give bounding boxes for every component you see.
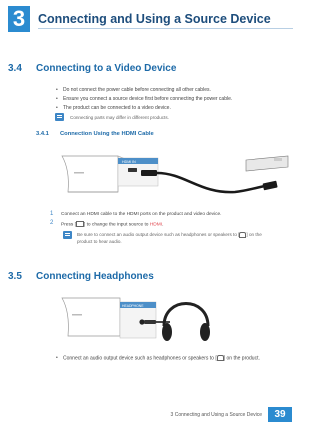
bullet-item: • Ensure you connect a source device first before connecting the power cable. [63,96,232,102]
note-text: Be sure to connect an audio output device such as headphones or speakers to [ ] on the product to hear audio. [77,232,262,244]
subsection-number: 3.4.1 [36,131,49,137]
page-number: 39 [268,407,292,422]
source-button-icon [76,221,84,227]
chapter-number: 3 [8,6,30,32]
hdmi-port-icon [128,168,137,172]
step-text: Press [ ] to change the input source to HDMI. [61,222,164,228]
headphone-port-icon [139,319,144,324]
chapter-divider [38,28,293,29]
monitor-back-icon [62,298,120,336]
headphone-connection-diagram [60,292,210,350]
step-text: Connect an HDMI cable to the HDMI ports on the product and video device. [61,212,222,217]
note-text: Connecting parts may differ in different products. [70,115,169,120]
headphone-jack-icon [217,355,224,361]
bullet-item: • The product can be connected to a video device. [63,105,171,111]
note-icon [63,231,72,239]
section-number: 3.5 [8,271,22,282]
note-icon [55,113,64,121]
diagram-port-label: HEADPHONE [122,303,144,308]
section-title: Connecting Headphones [36,271,154,282]
chapter-title: Connecting and Using a Source Device [38,12,271,26]
bullet-item: • Connect an audio output device such as headphones or speakers to [ ] on the product. [63,355,260,361]
bullet-item: • Do not connect the power cable before connecting all other cables. [63,87,211,93]
section-number: 3.4 [8,63,22,74]
hdmi-cable [141,170,278,192]
section-title: Connecting to a Video Device [36,63,177,74]
diagram-port-label: HDMI IN [122,159,136,164]
subsection-title: Connection Using the HDMI Cable [60,131,154,137]
footer-chapter-text: 3 Connecting and Using a Source Device [170,412,262,418]
hdmi-connection-diagram [60,152,290,207]
video-device-icon [246,156,288,171]
step-number: 2 [50,220,54,226]
step-number: 1 [50,211,54,217]
